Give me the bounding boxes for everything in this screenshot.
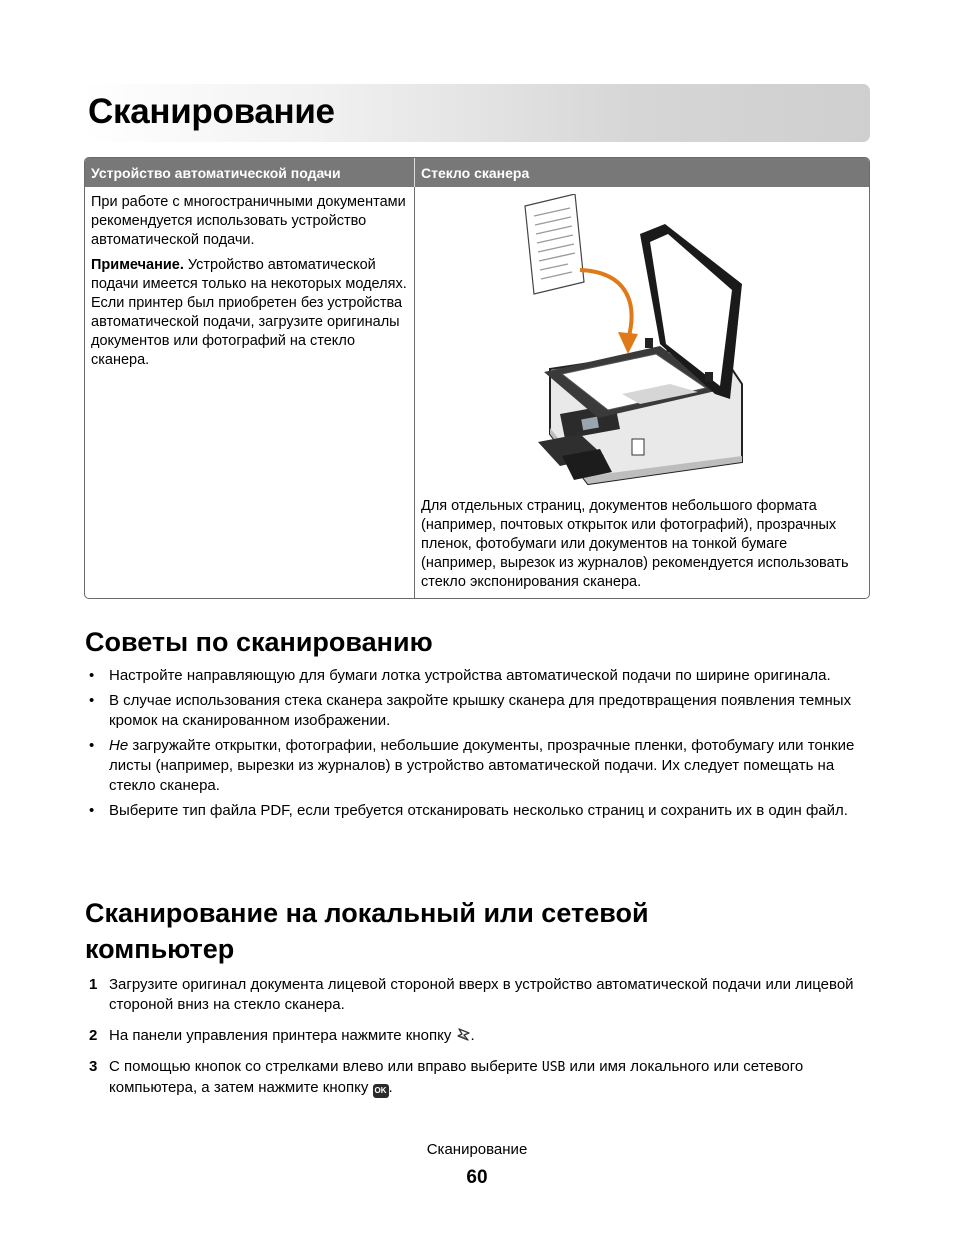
list-item: • В случае использования стека сканера закройте крышку сканера для предотвращения появления темных кромок на сканированном изображении. bbox=[89, 692, 852, 729]
list-item: • Не загружайте открытки, фотографии, небольшие документы, прозрачные пленки, фотобумагу или тонкие листы (например, вырезки из журналов) в устройство автоматической подачи. Их следует помещать на стекло сканера. bbox=[89, 737, 855, 794]
adf-note bbox=[91, 256, 409, 370]
table-header-glass: Стекло сканера bbox=[414, 158, 869, 187]
scan-button-icon bbox=[456, 1027, 471, 1042]
step-item: 3 С помощью кнопок со стрелками влево или вправо выберите USB или имя локального или сетевого компьютера, а затем нажмите кнопку OK . bbox=[89, 1058, 804, 1096]
footer-section-title: Сканирование bbox=[426, 1141, 528, 1158]
scanner-glass-illustration bbox=[520, 194, 750, 488]
note-label: Примечание. bbox=[91, 257, 184, 273]
table-header-adf: Устройство автоматической подачи bbox=[85, 158, 414, 187]
steps-list bbox=[85, 975, 875, 1109]
glass-cell bbox=[414, 187, 869, 598]
glass-description: Для отдельных страниц, документов небольшого формата (например, почтовых открыток или фотографий), прозрачных пленок, фотобумаги или документов на тонкой бумаге (например, вырезок из журналов) рекомендуется использовать стекло экспонирования сканера. bbox=[421, 498, 849, 590]
bullet-icon: • bbox=[89, 667, 95, 684]
emphasis-text: Не bbox=[109, 737, 129, 754]
bullet-icon: • bbox=[89, 737, 95, 754]
comparison-table bbox=[84, 157, 870, 599]
page-title: Сканирование bbox=[88, 92, 335, 131]
ok-button-icon: OK bbox=[373, 1084, 389, 1098]
list-item: • Настройте направляющую для бумаги лотка устройства автоматической подачи по ширине оригинала. bbox=[89, 667, 831, 684]
bullet-icon: • bbox=[89, 692, 95, 709]
adf-description: При работе с многостраничными документами рекомендуется использовать устройство автоматической подачи. bbox=[91, 194, 406, 248]
tips-list bbox=[85, 666, 875, 826]
page-number: 60 bbox=[466, 1167, 488, 1188]
scan-to-computer-heading: Сканирование на локальный или сетевой компьютер bbox=[85, 898, 649, 964]
usb-option-label: USB bbox=[541, 1060, 566, 1075]
note-text: Устройство автоматической подачи имеется только на некоторых моделях. Если принтер был приобретен без устройства автоматической подачи, загрузите оригиналы документов или фотографий на стекло сканера. bbox=[91, 257, 407, 368]
step-item: 2 На панели управления принтера нажмите кнопку . bbox=[89, 1027, 475, 1044]
list-item: • Выберите тип файла PDF, если требуется отсканировать несколько страниц и сохранить их в один файл. bbox=[89, 802, 848, 819]
tips-heading: Советы по сканированию bbox=[85, 627, 433, 657]
adf-cell bbox=[85, 187, 414, 598]
step-item: 1 Загрузите оригинал документа лицевой стороной вверх в устройство автоматической подачи или лицевой стороной вниз на стекло сканера. bbox=[89, 976, 854, 1013]
bullet-icon: • bbox=[89, 802, 95, 819]
